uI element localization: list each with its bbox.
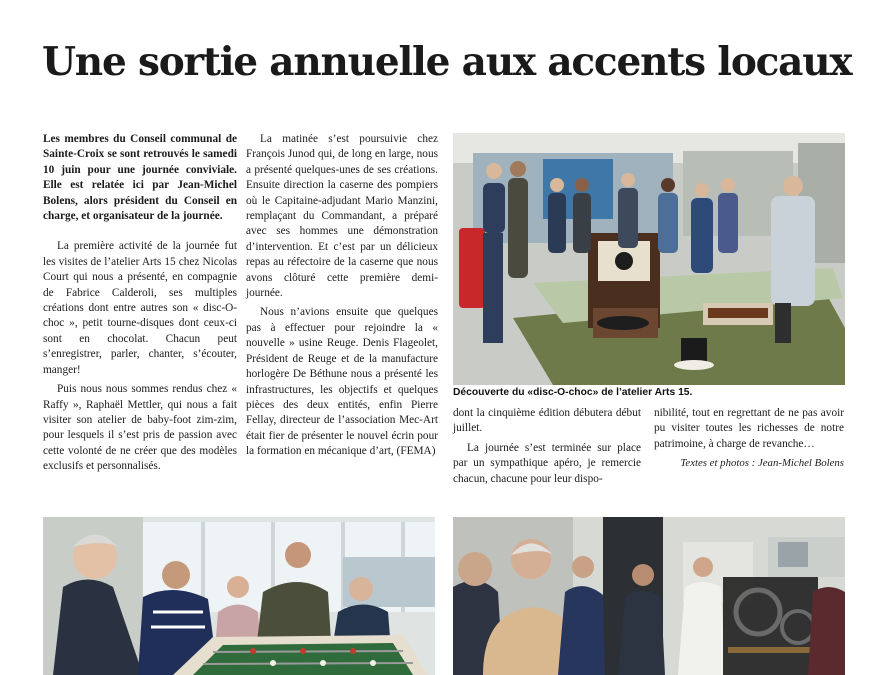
text-column-4: [654, 406, 844, 472]
text-column-3: [453, 406, 641, 487]
photo-credit: Textes et photos : Jean-Michel Bolens: [680, 457, 844, 470]
paragraph: La première activité de la journée fut les visites de l’atelier Arts 15 chez Nicolas Court qui nous a présenté, en compagnie de Fabrice Calderoli, ses multiples créations dont entre autres son « disc-O-choc », petit tourne-disques dont ceux-ci sont en chocolat. Chacun peut s’enregistrer, parler, chanter, s’écouter, manger!: [43, 240, 237, 376]
paragraph: Puis nous nous sommes rendus chez « Raffy », Raphaël Mettler, qui nous a fait visiter son atelier de baby-foot zim-zim, pour lesquels il s’est pris de passion avec cette volonté de ne créer que des modèles exclusifs et personnalisés.: [43, 383, 237, 473]
paragraph: La matinée s’est poursuivie chez François Junod qui, de long en large, nous a présenté quelques-unes de ses créations. Ensuite direction la caserne des pompiers où le Capitaine-adjudant Mario Manzini, remplaçant du Commandant, a préparé avec ses hommes une démonstration d’intervention. Et c’est par un délicieux repas au réfectoire de la caserne que nous avons clôturé cette première demi-journée.: [246, 133, 438, 300]
article-headline: Une sortie annuelle aux accents locaux: [42, 39, 852, 85]
text-column-1: [43, 132, 237, 475]
paragraph: Nous n’avions ensuite que quelques pas à effectuer pour rejoindre la « nouvelle » usine Reuge. Denis Flageolet, Président de Reuge et de la manufacture horlogère De Béthune nous a présenté les infrastructures, les objectifs et quelques pièces des deux entités, enfin Pierre Fellay, directeur de l’association Mec-Art était fier de présenter le nouvel écrin pour la formation en mécanique d’art, (FEMA): [246, 306, 438, 458]
paragraph: dont la cinquième édition débutera début juillet.: [453, 407, 641, 435]
paragraph: La journée s’est terminée sur place par un sympathique apéro, je remercie chacun, chacune pour leur dispo-: [453, 441, 641, 485]
photo-workshop-disc-o-choc: [453, 133, 845, 385]
paragraph: nibilité, tout en regrettant de ne pas avoir pu visiter toutes les richesses de notre patrimoine, à charge de revanche…: [654, 407, 844, 450]
photo-baby-foot: [43, 517, 435, 675]
photo-workshop-visit: [453, 517, 845, 675]
article-lead: Les membres du Conseil communal de Sainte-Croix se sont retrouvés le samedi 10 juin pour une journée conviviale. Elle est relatée ici par Jean-Michel Bolens, alors président du Conseil en charge, et organisateur de la journée.: [43, 133, 237, 223]
text-column-2: [246, 132, 438, 460]
photo-caption: Découverte du «disc-O-choc» de l’atelier Arts 15.: [453, 387, 693, 398]
